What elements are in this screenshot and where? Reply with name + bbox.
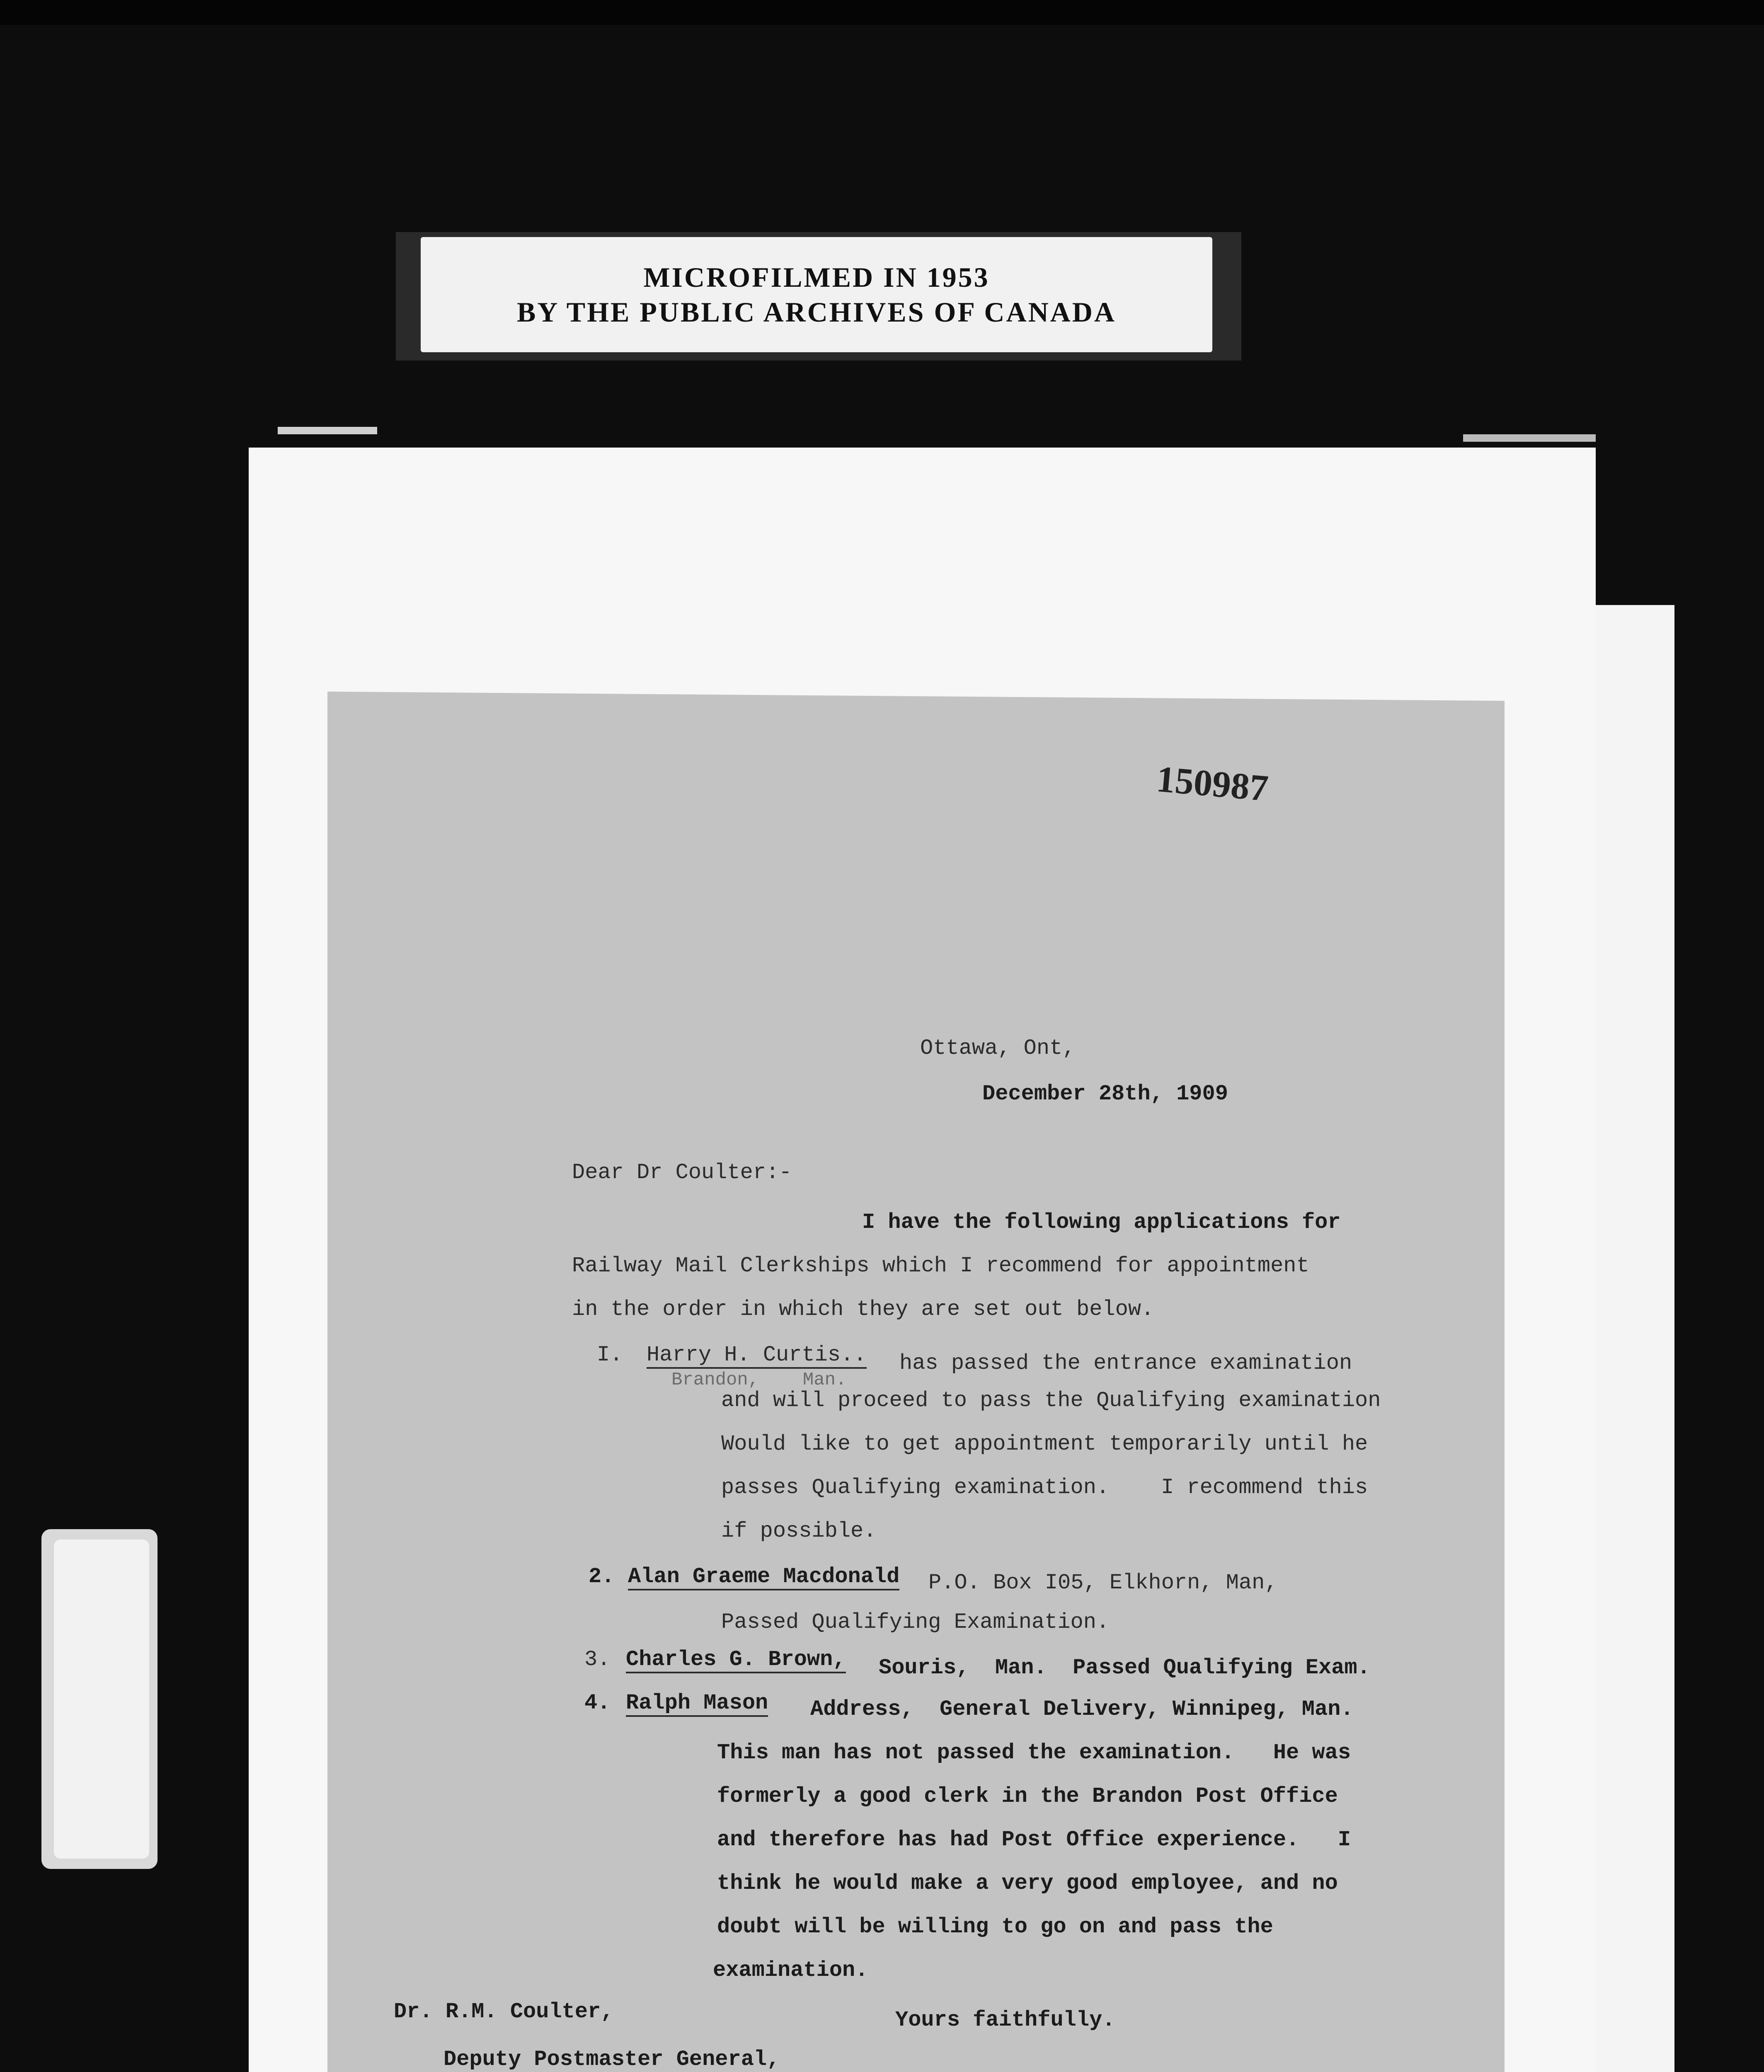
item-text: formerly a good clerk in the Brandon Post Office	[717, 1784, 1338, 1808]
salutation: Dear Dr Coulter:-	[572, 1160, 792, 1185]
recipient-line: Deputy Postmaster General,	[443, 2047, 780, 2072]
item-text: doubt will be willing to go on and pass the	[717, 1915, 1273, 1939]
banner-line-1: MICROFILMED IN 1953	[643, 261, 990, 293]
intro-line: in the order in which they are set out below.	[572, 1297, 1154, 1322]
letter-date: December 28th, 1909	[982, 1082, 1228, 1106]
applicant-name: Harry H. Curtis..	[647, 1343, 867, 1369]
item-text: has passed the entrance examination	[899, 1351, 1352, 1375]
applicant-name: Ralph Mason	[626, 1691, 768, 1717]
item-text: P.O. Box I05, Elkhorn, Man,	[928, 1571, 1278, 1595]
item-text: Would like to get appointment temporarily until he	[721, 1432, 1368, 1456]
applicant-name: Charles G. Brown,	[626, 1647, 846, 1673]
film-edge-top	[0, 0, 1764, 25]
applicant-name: Alan Graeme Macdonald	[628, 1564, 899, 1590]
banner-line-2: BY THE PUBLIC ARCHIVES OF CANADA	[517, 296, 1116, 328]
item-text: Address, General Delivery, Winnipeg, Man.	[810, 1697, 1354, 1721]
intro-line: Railway Mail Clerkships which I recommend for appointment	[572, 1254, 1309, 1278]
intro-line: I have the following applications for	[862, 1210, 1341, 1234]
item-text: think he would make a very good employee, and no	[717, 1871, 1338, 1895]
closing: Yours faithfully.	[895, 2008, 1115, 2032]
item-number: 4.	[584, 1691, 611, 1715]
sheet-edge-strip-right	[1463, 434, 1596, 442]
item-number: 3.	[584, 1647, 611, 1672]
item-text: and will proceed to pass the Qualifying examination	[721, 1388, 1381, 1413]
item-text: and therefore has had Post Office experience. I	[717, 1828, 1351, 1852]
document-number: 150987	[1155, 758, 1270, 809]
sheet-edge-strip	[278, 427, 377, 434]
item-text: Souris, Man. Passed Qualifying Exam.	[879, 1656, 1370, 1680]
letter-page	[327, 692, 1505, 2072]
microfilm-banner	[421, 237, 1212, 352]
item-text: examination.	[713, 1958, 868, 1982]
applicant-location: Brandon, Man.	[671, 1370, 847, 1390]
letter-place: Ottawa, Ont,	[920, 1036, 1076, 1060]
item-text: passes Qualifying examination. I recommend this	[721, 1475, 1368, 1500]
recipient-line: Dr. R.M. Coulter,	[394, 1999, 614, 2024]
item-number: I.	[597, 1343, 623, 1367]
item-text: This man has not passed the examination. He was	[717, 1740, 1351, 1765]
item-text: Passed Qualifying Examination.	[721, 1610, 1110, 1634]
item-number: 2.	[589, 1564, 615, 1589]
item-text: if possible.	[721, 1519, 877, 1543]
